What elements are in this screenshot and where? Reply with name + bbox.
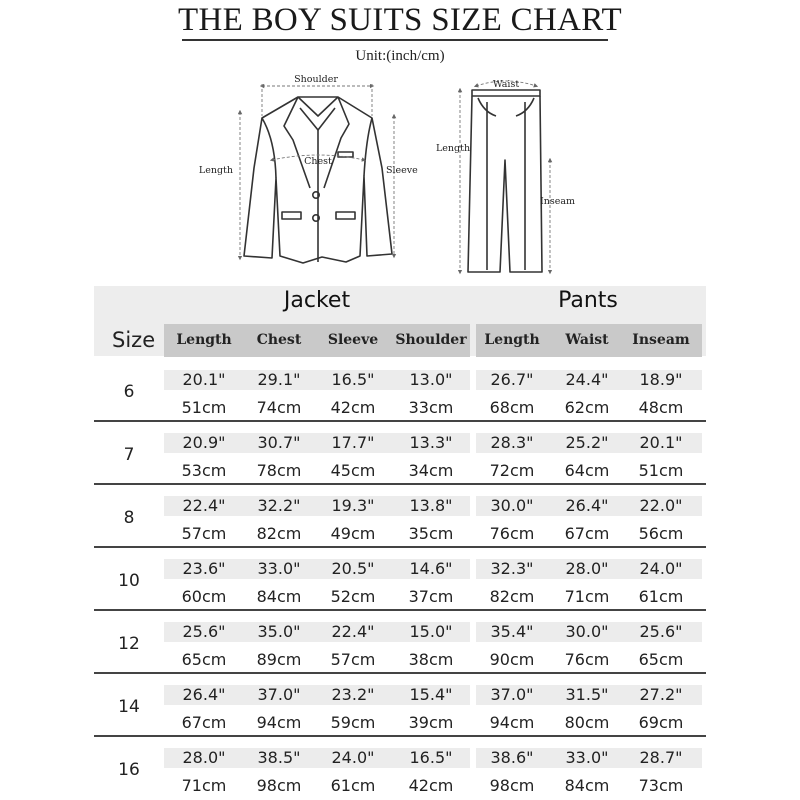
inch-value: 22.4" [182,496,226,515]
size-cell: 14 [118,697,140,717]
inch-value: 15.0" [409,622,453,641]
cm-value: 34cm [408,461,454,480]
inch-value: 25.6" [182,622,226,641]
cm-value: 53cm [181,461,227,480]
row-divider [94,483,706,485]
inch-value: 30.0" [490,496,534,515]
cm-value: 71cm [181,776,227,795]
cm-value: 76cm [564,650,610,669]
cm-value: 67cm [564,524,610,543]
cm-value: 82cm [489,587,535,606]
inch-value: 26.4" [565,496,609,515]
inch-value: 20.5" [331,559,375,578]
cm-value: 94cm [256,713,302,732]
inch-value: 33.0" [257,559,301,578]
cm-value: 45cm [330,461,376,480]
pants-icon [468,90,542,272]
jacket-icon [244,97,392,263]
size-header: Size [112,328,156,352]
cm-value: 52cm [330,587,376,606]
cm-value: 90cm [489,650,535,669]
cm-value: 73cm [638,776,684,795]
column-header-jacket-chest: Chest [256,332,302,348]
inch-value: 37.0" [490,685,534,704]
cm-value: 51cm [638,461,684,480]
inch-value: 22.4" [331,622,375,641]
column-header-jacket-length: Length [176,332,232,348]
inch-value: 28.3" [490,433,534,452]
inch-value: 32.2" [257,496,301,515]
cm-value: 42cm [408,776,454,795]
cm-value: 64cm [564,461,610,480]
inch-value: 25.6" [639,622,683,641]
cm-value: 80cm [564,713,610,732]
cm-value: 82cm [256,524,302,543]
chart-title: THE BOY SUITS SIZE CHART [178,2,622,38]
jacket-length-label: Length [198,165,233,176]
size-cell: 8 [123,508,135,528]
row-divider [94,672,706,674]
cm-value: 37cm [408,587,454,606]
inch-value: 24.4" [565,370,609,389]
inch-value: 31.5" [565,685,609,704]
cm-value: 57cm [181,524,227,543]
inch-value: 37.0" [257,685,301,704]
cm-value: 62cm [564,398,610,417]
unit-note: Unit:(inch/cm) [355,48,445,64]
jacket-sleeve-label: Sleeve [386,165,418,176]
inch-value: 17.7" [331,433,375,452]
cm-value: 76cm [489,524,535,543]
inch-value: 38.5" [257,748,301,767]
column-header-jacket-sleeve: Sleeve [327,332,379,348]
cm-value: 42cm [330,398,376,417]
group-title-jacket: Jacket [283,288,351,313]
cm-value: 94cm [489,713,535,732]
cm-value: 78cm [256,461,302,480]
cm-value: 51cm [181,398,227,417]
inch-value: 15.4" [409,685,453,704]
cm-value: 69cm [638,713,684,732]
cm-value: 39cm [408,713,454,732]
cm-value: 84cm [256,587,302,606]
size-cell: 16 [118,760,140,780]
cm-value: 56cm [638,524,684,543]
inch-value: 38.6" [490,748,534,767]
inch-value: 20.9" [182,433,226,452]
inch-value: 35.4" [490,622,534,641]
cm-value: 35cm [408,524,454,543]
column-header-pants-waist: Waist [565,332,609,348]
inch-value: 32.3" [490,559,534,578]
pants-waist-label: Waist [492,79,520,90]
inch-value: 13.3" [409,433,453,452]
size-cell: 12 [118,634,140,654]
size-cell: 10 [118,571,140,591]
inch-value: 20.1" [182,370,226,389]
inch-value: 24.0" [639,559,683,578]
cm-value: 84cm [564,776,610,795]
pants-inseam-label: Inseam [540,196,576,207]
column-header-pants-inseam: Inseam [632,332,690,348]
inch-value: 24.0" [331,748,375,767]
cm-value: 72cm [489,461,535,480]
garment-diagram [0,0,800,290]
cm-value: 57cm [330,650,376,669]
row-divider [94,420,706,422]
row-divider [94,609,706,611]
inch-value: 30.7" [257,433,301,452]
inch-value: 33.0" [565,748,609,767]
cm-value: 61cm [330,776,376,795]
cm-value: 48cm [638,398,684,417]
cm-value: 60cm [181,587,227,606]
inch-value: 29.1" [257,370,301,389]
inch-value: 18.9" [639,370,683,389]
inch-value: 22.0" [639,496,683,515]
cm-value: 71cm [564,587,610,606]
inch-value: 35.0" [257,622,301,641]
cm-value: 65cm [181,650,227,669]
inch-value: 13.0" [409,370,453,389]
pants-length-label: Length [436,143,471,154]
column-header-jacket-shoulder: Shoulder [395,332,467,348]
inch-value: 16.5" [409,748,453,767]
inch-value: 28.0" [565,559,609,578]
column-header-pants-length: Length [484,332,540,348]
cm-value: 98cm [489,776,535,795]
row-divider [94,546,706,548]
cm-value: 38cm [408,650,454,669]
cm-value: 74cm [256,398,302,417]
inch-value: 30.0" [565,622,609,641]
cm-value: 65cm [638,650,684,669]
cm-value: 68cm [489,398,535,417]
jacket-chest-label: Chest [304,156,332,167]
cm-value: 98cm [256,776,302,795]
cm-value: 59cm [330,713,376,732]
cm-value: 61cm [638,587,684,606]
group-title-pants: Pants [558,288,618,313]
cm-value: 49cm [330,524,376,543]
inch-value: 26.7" [490,370,534,389]
inch-value: 27.2" [639,685,683,704]
size-cell: 6 [123,382,135,402]
cm-value: 89cm [256,650,302,669]
inch-value: 16.5" [331,370,375,389]
size-cell: 7 [123,445,135,465]
inch-value: 28.0" [182,748,226,767]
inch-value: 26.4" [182,685,226,704]
inch-value: 14.6" [409,559,453,578]
row-divider [94,735,706,737]
jacket-shoulder-label: Shoulder [294,74,338,85]
inch-value: 13.8" [409,496,453,515]
cm-value: 33cm [408,398,454,417]
inch-value: 25.2" [565,433,609,452]
inch-value: 19.3" [331,496,375,515]
inch-value: 23.2" [331,685,375,704]
inch-value: 23.6" [182,559,226,578]
inch-value: 20.1" [639,433,683,452]
cm-value: 67cm [181,713,227,732]
inch-value: 28.7" [639,748,683,767]
